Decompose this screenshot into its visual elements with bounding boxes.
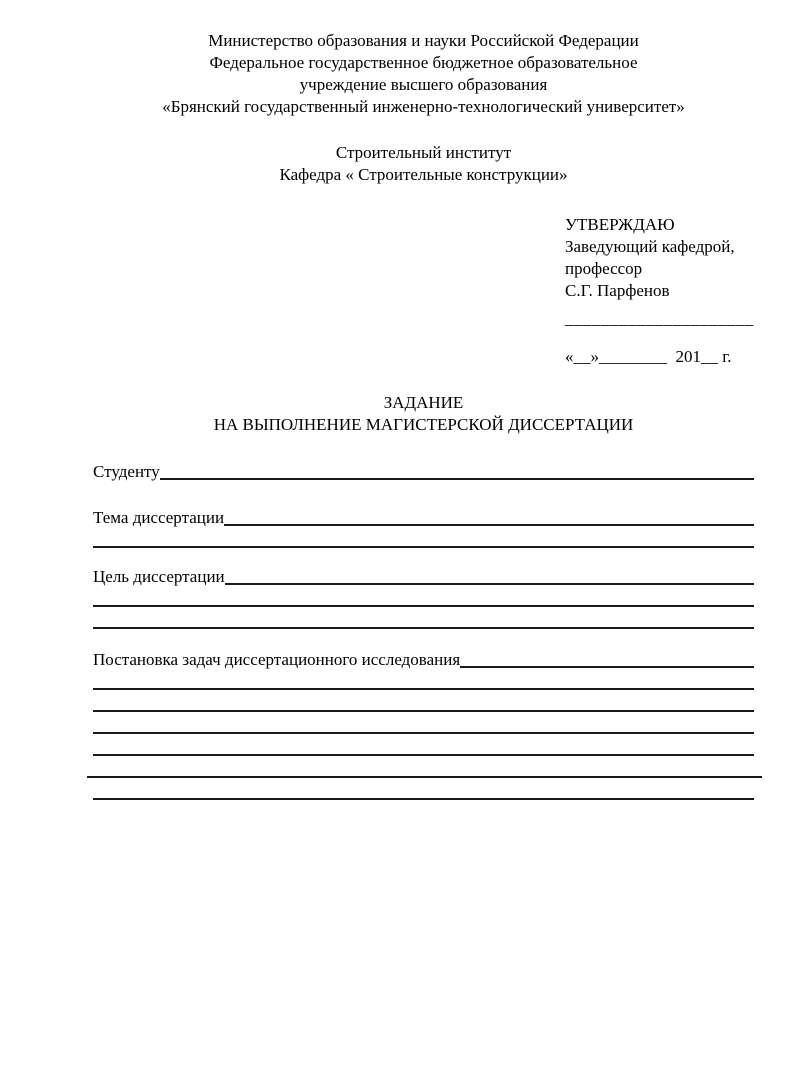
approval-position: Заведующий кафедрой, [565, 237, 735, 256]
blank-write-line [93, 610, 754, 629]
blank-write-line [93, 671, 754, 690]
approval-rank: профессор [565, 259, 643, 278]
blank-write-line [93, 737, 754, 756]
field-tasks-blank [460, 649, 754, 668]
doc-title-line-1: ЗАДАНИЕ [383, 393, 464, 412]
approval-block [565, 214, 754, 368]
institute-line: Строительный институт [335, 143, 512, 162]
institute-block [93, 142, 754, 186]
field-topic-label: Тема диссертации [93, 508, 225, 527]
blank-write-line [93, 588, 754, 607]
blank-write-line [93, 693, 754, 712]
field-student-blank [160, 461, 754, 480]
header-line-2: Федеральное государственное бюджетное образовательное [209, 53, 638, 72]
field-student-row [93, 461, 754, 483]
signature-line: _____________________ [565, 309, 754, 328]
header-line-3: учреждение высшего образования [299, 75, 548, 94]
field-goal-label: Цель диссертации [93, 567, 225, 586]
field-goal-row [93, 566, 754, 588]
blank-write-line [93, 529, 754, 548]
approval-name: С.Г. Парфенов [565, 281, 670, 300]
form-area [93, 461, 754, 800]
blank-write-line [87, 759, 762, 778]
department-line: Кафедра « Строительные конструкции» [279, 165, 568, 184]
field-topic-blank [224, 507, 754, 526]
ministry-header [93, 30, 754, 118]
field-goal-blank [225, 566, 754, 585]
blank-write-line [93, 715, 754, 734]
field-student-label: Студенту [93, 462, 160, 481]
doc-title-line-2: НА ВЫПОЛНЕНИЕ МАГИСТЕРСКОЙ ДИССЕРТАЦИИ [213, 415, 634, 434]
doc-title [93, 392, 754, 436]
approval-title: УТВЕРЖДАЮ [565, 215, 675, 234]
field-topic-row [93, 507, 754, 529]
blank-write-line [93, 781, 754, 800]
header-line-1: Министерство образования и науки Российской Федерации [208, 31, 639, 50]
header-line-4: «Брянский государственный инженерно-технологический университет» [162, 97, 685, 116]
field-tasks-row [93, 649, 754, 671]
date-line: «__»________ 201__ г. [565, 347, 732, 366]
field-tasks-label: Постановка задач диссертационного исследования [93, 650, 461, 669]
